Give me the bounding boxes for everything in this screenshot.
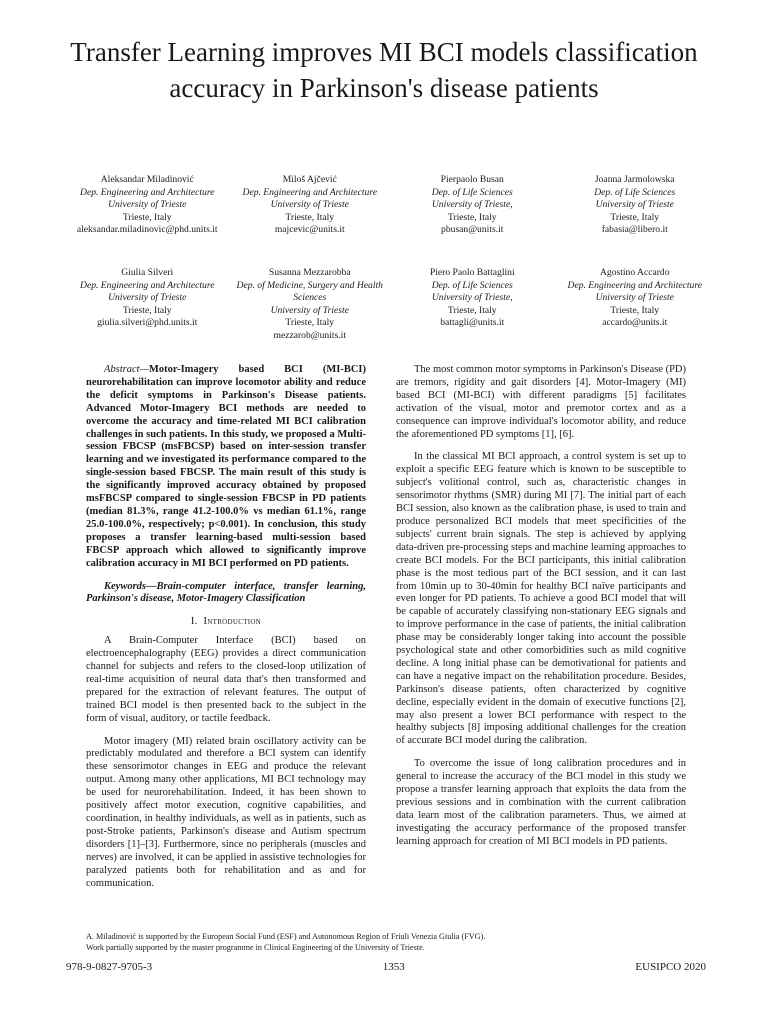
right-column bbox=[396, 364, 686, 849]
paragraph: The most common motor symptoms in Parkinson's Disease (PD) are tremors, rigidity and gait disorders [4]. Motor-Imagery (MI) based BCI (MI-BCI) with different paradigms [5] facilitates activation of the visual, motor and premotor cortex and as a consequence can improve individual's locomotor ability, and reduce the aforementioned PD symptoms [1], [6]. bbox=[396, 364, 686, 440]
venue: EUSIPCO 2020 bbox=[635, 961, 706, 973]
keywords-text: Brain-computer interface, transfer learning, Parkinson's disease, Motor-Imagery Classification bbox=[86, 580, 366, 605]
author-location: Trieste, Italy bbox=[122, 211, 172, 223]
paragraph: Motor imagery (MI) related brain oscillatory activity can be predictably modulated and therefore a BCI system can identify these sensorimotor changes in EEG and produce the relevant output. Among many other applications, MI BCI technology may be used for neurorehabilitation. Indeed, it has been shown to positively affect motor execution, cognitive capabilities, and coordination, in healthy individuals, as well as in patients, such as post-Stroke patients, Parkinson's disease and Autism spectrum disorders [1]–[3]. Furthermore, since no peripherals (muscles and nerves) are involved, it can be applied in assistive technologies for paralyzed patients both for rehabilitation and as and for communication. bbox=[86, 735, 366, 889]
author-affiliation: Dep. of Life Sciences bbox=[594, 186, 676, 198]
author-email: fabasia@libero.it bbox=[601, 224, 668, 236]
author-university: University of Trieste bbox=[270, 199, 349, 211]
author-name: Joanna Jarmolowska bbox=[594, 174, 675, 185]
author-email: mezzarob@units.it bbox=[273, 329, 346, 341]
author-location: Trieste, Italy bbox=[447, 211, 497, 223]
author-name: Agostino Accardo bbox=[599, 267, 670, 278]
abstract bbox=[86, 364, 366, 571]
keywords bbox=[86, 581, 366, 607]
abstract-text: Motor-Imagery based BCI (MI-BCI) neurorehabilitation can improve locomotor ability and reduce the deficit symptoms in Parkinson's Disease patients. Advanced Motor-Imagery BCI methods are needed to overcome the accuracy and time-related MI BCI calibration challenges in such patients. In this study, we proposed a Multi-session FBCSP (msFBCSP) based on inter-session transfer learning and we investigated its performance compared to the single-session based FBCSP. The main result of this study is the significantly improved accuracy obtained by proposed msFBCSP compared to single-session FBCSP in PD patients (median 81.3%, range 41.2-100.0% vs median 61.1%, range 25.0-100.0%, respectively; p<0.001). In conclusion, this study proposes a transfer learning-based multi-session based FBCSP approach which allowed to significantly improve calibration accuracy in MI BCI performed on PD patients. bbox=[86, 364, 366, 569]
paragraph: In the classical MI BCI approach, a control system is set up to exploit a specific EEG feature which is known to be susceptible to subject's volitional control, such as, characteristic changes in sensorimotor rhythms (SMR) during MI [7]. The initial part of each BCI session, also known as the calibration phase, is used to train and produce personalized BCI models that meet specificities of the subjects' current brain signals. The step is achieved by applying data-driven pre-processing steps and machine learning approaches to create BCI models. For the BCI participants, this initial calibration phase is the most tedious part of the BCI session, and it can last from 10min up to 30-40min for healthy BCI naïve participants and even longer for PD patients. To achieve a good BCI model that will be capable of accurately classifying non-stationary EEG signals and to improve performance in the case of patients, the initial calibration phase may be considerably longer taking into account the possible psychological state and other comorbidities such as mild cognitive decline. A long initial phase can be demotivational for patients and can have a negative impact on the rehabilitation procedure. Besides, Parkinson's disease patients, often characterized by cognitive decline, especially evident in the domain of executive functions [2], may also present a lower BCI performance with respect to the healthy subjects [8] imposing additional challenges for the creation of accurate BCI model during the calibration. bbox=[396, 451, 686, 747]
author-name: Piero Paolo Battaglini bbox=[429, 267, 515, 278]
author-university: University of Trieste, bbox=[431, 199, 513, 211]
paragraph: A Brain-Computer Interface (BCI) based on electroencephalography (EEG) provides a direct communication channel for subjects and refers to the closed-loop utilization of real-time acquisition of neural data that's then transformed and prepared for the extraction of relevant features. The output of trained BCI model is then presented back to the subject in the form of visual, auditory, or tactile feedback. bbox=[86, 635, 366, 724]
author-block bbox=[391, 174, 554, 237]
author-university: University of Trieste bbox=[595, 199, 674, 211]
author-university: University of Trieste bbox=[595, 292, 674, 304]
author-block bbox=[66, 174, 229, 237]
author-name: Pierpaolo Busan bbox=[440, 174, 504, 185]
author-name: Giulia Silveri bbox=[121, 267, 174, 278]
author-location: Trieste, Italy bbox=[285, 317, 335, 329]
abstract-label: Abstract— bbox=[104, 364, 149, 375]
author-block bbox=[229, 174, 392, 237]
author-email: accardo@units.it bbox=[602, 317, 668, 329]
author-block bbox=[229, 267, 392, 343]
author-location: Trieste, Italy bbox=[610, 304, 660, 316]
author-affiliation: Dep. Engineering and Architecture bbox=[80, 279, 215, 291]
author-university: University of Trieste, bbox=[431, 292, 513, 304]
author-name: Aleksandar Miladinović bbox=[100, 174, 194, 185]
author-row bbox=[66, 174, 716, 237]
author-affiliation: Dep. of Medicine, Surgery and Health Sciences bbox=[236, 279, 383, 304]
author-affiliation: Dep. of Life Sciences bbox=[431, 279, 513, 291]
keywords-label: Keywords— bbox=[104, 580, 157, 592]
footnote-block bbox=[86, 932, 706, 953]
author-university: University of Trieste bbox=[108, 292, 187, 304]
author-affiliation: Dep. Engineering and Architecture bbox=[80, 186, 215, 198]
author-affiliation: Dep. Engineering and Architecture bbox=[242, 186, 377, 198]
footnote: A. Miladinović is supported by the European Social Fund (ESF) and Autonomous Region of Friuli Venezia Giulia (FVG). bbox=[86, 932, 486, 941]
author-email: battagli@units.it bbox=[440, 317, 505, 329]
author-location: Trieste, Italy bbox=[610, 211, 660, 223]
paper-title: Transfer Learning improves MI BCI models classification accuracy in Parkinson's disease patients bbox=[70, 37, 698, 103]
author-university: University of Trieste bbox=[108, 199, 187, 211]
author-block bbox=[66, 267, 229, 343]
section-title: Introduction bbox=[203, 616, 262, 628]
footnote: Work partially supported by the master programme in Clinical Engineering of the University of Trieste. bbox=[86, 942, 425, 952]
page-number: 1353 bbox=[382, 961, 405, 973]
author-block bbox=[554, 174, 717, 237]
author-affiliation: Dep. Engineering and Architecture bbox=[567, 279, 702, 291]
isbn: 978-9-0827-9705-3 bbox=[66, 961, 153, 973]
author-affiliation: Dep. of Life Sciences bbox=[431, 186, 513, 198]
author-name: Miloš Ajčević bbox=[282, 174, 337, 185]
paragraph: To overcome the issue of long calibration procedures and in general to increase the accuracy of the BCI model in this study we propose a transfer learning approach that exploits the data from the previous sessions and in combination with the current calibration data learn most of the calibration parameters. Thus, we aimed at investigating the accuracy performance of the proposed transfer learning approach for creation of MI BCI models in PD patients. bbox=[396, 758, 686, 847]
author-block bbox=[554, 267, 717, 343]
author-email: giulia.silveri@phd.units.it bbox=[97, 317, 198, 329]
author-university: University of Trieste bbox=[270, 304, 349, 316]
author-block bbox=[391, 267, 554, 343]
left-column bbox=[86, 364, 366, 890]
author-location: Trieste, Italy bbox=[122, 304, 172, 316]
page-footer bbox=[66, 961, 706, 973]
author-email: aleksandar.miladinovic@phd.units.it bbox=[76, 224, 218, 236]
author-email: majcevic@units.it bbox=[274, 224, 345, 236]
author-email: pbusan@units.it bbox=[441, 224, 504, 236]
author-name: Susanna Mezzarobba bbox=[268, 267, 351, 278]
section-number: I. bbox=[190, 616, 198, 628]
author-location: Trieste, Italy bbox=[285, 211, 335, 223]
author-row bbox=[66, 267, 716, 343]
author-location: Trieste, Italy bbox=[447, 304, 497, 316]
section-heading bbox=[86, 616, 366, 629]
